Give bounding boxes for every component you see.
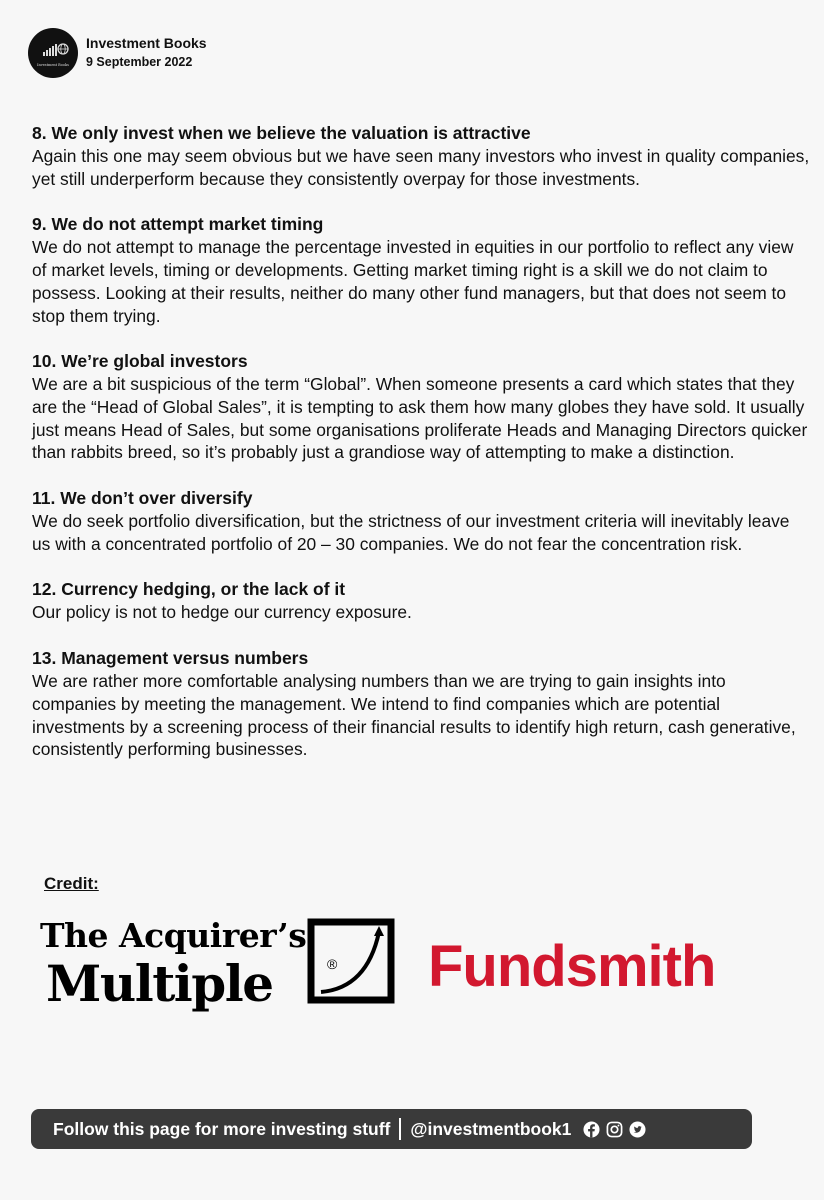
section-heading: 12. Currency hedging, or the lack of it	[32, 579, 346, 600]
bar-chart-globe-icon	[28, 28, 78, 78]
fundsmith-logo: Fundsmith	[428, 934, 716, 999]
divider	[399, 1118, 401, 1140]
follow-banner	[31, 1109, 752, 1149]
instagram-icon[interactable]	[606, 1121, 623, 1138]
section-body: Our policy is not to hedge our currency exposure.	[32, 602, 412, 623]
section-10	[32, 350, 812, 464]
section-heading: 9. We do not attempt market timing	[32, 214, 324, 235]
acquirers-multiple-logo	[40, 914, 400, 1024]
section-11	[32, 487, 812, 555]
section-heading: 10. We’re global investors	[32, 351, 248, 372]
section-body: We are a bit suspicious of the term “Global”. When someone presents a card which states that they are the “Head of Global Sales”, it is tempting to ask them how many globes they have sold. It usually just means Head of Sales, but some organisations proliferate Heads and Managing Directors quicker than rabbits breed, so it’s probably just a grandiose way of attempting to make a distinction.	[32, 374, 808, 463]
post-date: 9 September 2022	[86, 55, 193, 69]
section-heading: 8. We only invest when we believe the valuation is attractive	[32, 123, 531, 143]
registered-mark: ®	[327, 956, 338, 972]
article-body	[32, 122, 812, 784]
follow-text: Follow this page for more investing stuff	[53, 1118, 391, 1139]
section-9	[32, 213, 812, 327]
brand-logo	[28, 28, 78, 78]
social-handle[interactable]: @investmentbook1	[410, 1118, 572, 1139]
facebook-icon[interactable]	[583, 1121, 600, 1138]
credit-label: Credit:	[44, 874, 99, 893]
acquirers-multiple-logo-line1: The Acquirer’s	[40, 916, 307, 955]
section-body: We do not attempt to manage the percentage invested in equities in our portfolio to reflect any view of market levels, timing or developments. Getting market timing right is a skill we do not claim to possess. Looking at their results, neither do many other fund managers, but that does not seem to stop them trying.	[32, 237, 794, 326]
brand-name: Investment Books	[86, 35, 207, 51]
section-body: We are rather more comfortable analysing numbers than we are trying to gain insights into companies by meeting the management. We intend to find companies which are potential investments by a screening process of their financial results to identify high return, cash generative, consistently performing businesses.	[32, 671, 796, 760]
section-12	[32, 578, 812, 624]
section-8	[32, 122, 812, 190]
twitter-icon[interactable]	[629, 1121, 646, 1138]
growth-curve-box-icon	[307, 918, 395, 1004]
section-body: We do seek portfolio diversification, but the strictness of our investment criteria will inevitably leave us with a concentrated portfolio of 20 – 30 companies. We do not fear the concentration risk.	[32, 511, 790, 554]
header	[28, 28, 207, 78]
logo-text: Investment Books	[37, 63, 69, 67]
section-13	[32, 647, 812, 761]
section-heading: 11. We don’t over diversify	[32, 488, 253, 509]
acquirers-multiple-logo-line2: Multiple	[46, 954, 273, 1013]
section-body: Again this one may seem obvious but we have seen many investors who invest in quality companies, yet still underperform because they consistently overpay for those investments.	[32, 146, 810, 189]
section-heading: 13. Management versus numbers	[32, 648, 309, 669]
